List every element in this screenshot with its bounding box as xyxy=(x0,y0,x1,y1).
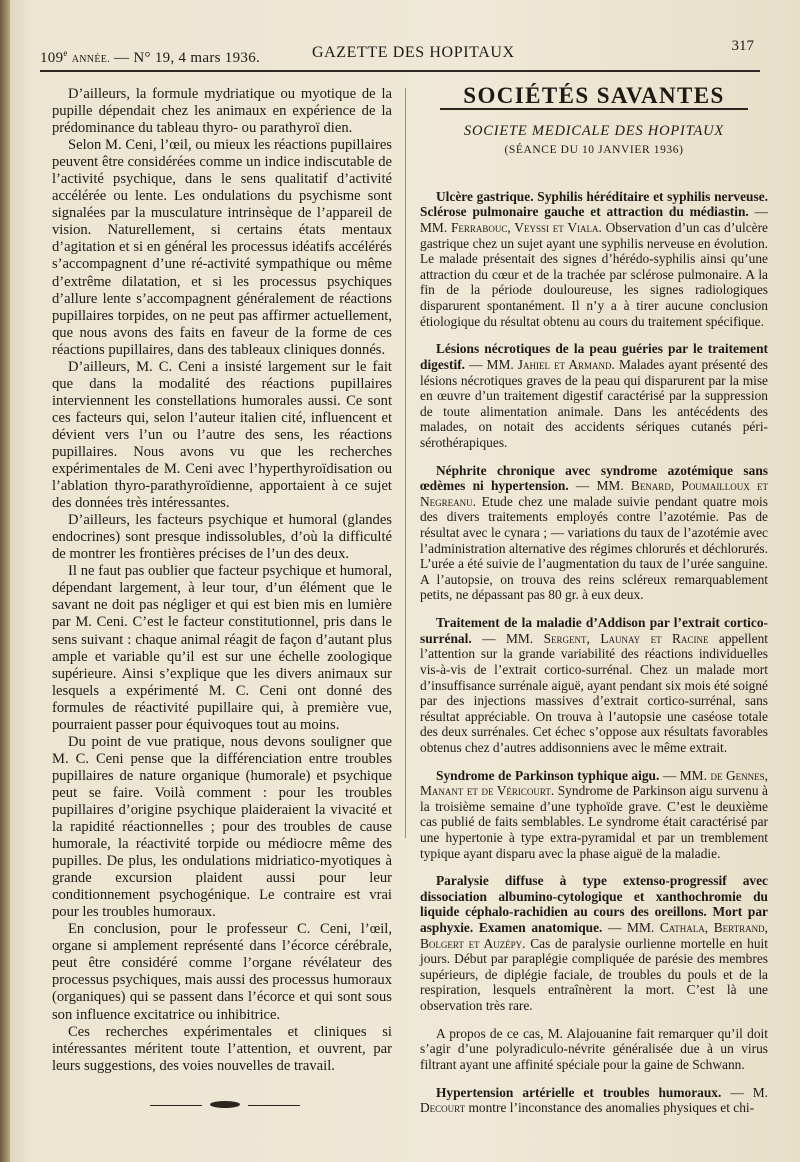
entry-authors: — MM. Cathala, Bertrand, Bolgert et Auzépy. xyxy=(420,920,768,951)
left-column xyxy=(52,86,392,1075)
entry-text: appellent l’attention sur la grande variabilité des réactions individuelles vis-à-vis de l’extrait cortico-surrénal. Chez un malade mort d’insuffisance surrénale aiguë, ayant pendant six mois été soigné par des injections massives d’extrait cortico-surrénal, sans résultat appréciable. On trouva à l’autopsie une caséose totale des deux surrénales. Cet échec s’oppose aux résultats favorables obtenus chez d’autres addisonniens avec le même extrait. xyxy=(420,630,768,755)
seance-date: (SÉANCE DU 10 JANVIER 1936) xyxy=(504,144,684,157)
report-entry xyxy=(420,189,768,329)
entry-authors: — MM. Ferrabouc, Veyssi et Viala. xyxy=(420,204,768,236)
report-entry xyxy=(420,615,768,755)
issue-annee: ANNÉE. xyxy=(71,54,110,65)
header-rule xyxy=(40,70,760,72)
entry-title: Ulcère gastrique. Syphilis héréditaire et syphilis nerveuse. Sclérose pulmonaire gauche et attraction du médiastin. xyxy=(420,188,768,220)
entry-title: Syndrome de Parkinson typhique aigu. xyxy=(436,767,660,783)
report-entry xyxy=(420,1085,768,1116)
ornament-line-right xyxy=(248,1105,300,1106)
end-ornament xyxy=(150,1100,300,1110)
report-entry xyxy=(420,341,768,450)
issue-line xyxy=(40,48,260,67)
entry-text: A propos de ce cas, M. Alajouanine fait remarquer qu’il doit s’agir d’une polyradiculo-névrite généralisée due à un virus filtrant ayant une affinité spéciale pour la gaine de Schwann. xyxy=(420,1025,768,1072)
issue-number-date: — N° 19, 4 mars 1936. xyxy=(114,50,261,66)
right-column xyxy=(420,83,769,1128)
entry-text: Malades ayant présenté des lésions nécrotiques graves de la peau qui disparurent par la mise en œuvre d’un traitement digestif caractérisé par la suppression de toute alimentation animale. Dans les antécédents des malades, on notait des accidents sériques cutanés péri-sérothérapiques. xyxy=(420,356,768,450)
report-entry xyxy=(420,1026,768,1073)
running-header xyxy=(40,40,762,66)
society-name: SOCIETE MEDICALE DES HOPITAUX xyxy=(463,122,725,139)
entry-title: Lésions nécrotiques de la peau guéries par le traitement digestif. xyxy=(420,341,768,372)
entry-text: Etude chez une malade suivie pendant quatre mois des divers traitements employés contre l’azotémie. Pas de résultat avec le cynara ; — variations du taux de l’azotémie avec l’administration alternative des régimes chlorurés et déchlorurés. L’urée a été suivie de l’augmentation du taux de l’urée sanguine. A l’autopsie, on trouva des reins scléreux remarquablement petits, ne dépassant pas 80 gr. à eux deux. xyxy=(420,493,768,603)
section-title: SOCIÉTÉS SAVANTES xyxy=(463,83,725,108)
paragraph: D’ailleurs, les facteurs psychique et humoral (glandes endocrines) sont presque indissolubles, d’où la difficulté de montrer les frontières précises de l’un des deux. xyxy=(52,512,392,563)
paragraph: D’ailleurs, M. C. Ceni a insisté largement sur le fait que dans la modalité des réactions pupillaires interviennent les constellations humorales aussi. Ce sont ces facteurs qui, selon l’auteur italien cité, influencent et dévient vers l’un ou l’autre des sens, les réactions pupillaires. Nous avons vu que les recherches expérimentales de M. Ceni avec l’hyperthyroïdisation ou l’ablation thyro-parathyroïdienne, apportaient à ce sujet des données très intéressantes. xyxy=(52,358,392,512)
entry-text: Syndrome de Parkinson aigu survenu à la troisième semaine d’une typhoïde grave. C’est le deuxième cas publié de faits semblables. Le syndrome était caractérisé par une hypertonie à type extra-pyramidal et par un tremblement typique ayant disparu avec la phase aiguë de la maladie. xyxy=(420,783,768,861)
paragraph: Selon M. Ceni, l’œil, ou mieux les réactions pupillaires peuvent être considérées comme un indice indiscutable de l’activité psychique, dans le sens qualitatif d’activité accélérée ou lente. Les ondulations du psychisme sont signalées par la musculature intrinsèque de l’appareil de vision. Naturellement, si certains états mentaux d’agitation et si en général les processus idéatifs accélérés s’accompagnent d’une ré-activité sympathique ou même d’extrême dilatation, et si les processus psychiques d’allure lente s’accompagnent généralement de réactions pupillaires torpides, on ne peut pas affirmer actuellement, que nous avons des faits en faveur de la forme de ces réactions pupillaires, dans des tableaux cliniques donnés. xyxy=(52,137,392,358)
entry-title: Néphrite chronique avec syndrome azotémique sans œdèmes ni hypertension. xyxy=(420,462,768,494)
entry-text: montre l’inconstance des anomalies physiques et chi- xyxy=(468,1100,755,1116)
entry-authors: — MM. de Gennes, Manant et de Véricourt. xyxy=(420,767,768,799)
entry-authors: — MM. Jahiel et Armand. xyxy=(469,356,615,372)
entry-text: Observation d’un cas d’ulcère gastrique chez un sujet ayant une syphilis nerveuse en évolution. Le malade présentait des signes d’hérédo-syphilis ainsi qu’une attraction du cœur et de la trachée par sclérose pulmonaire. A la fin de la période douloureuse, les signes radiologiques disparurent spontanément. Il n’y a à tirer aucune conclusion étiologique du résultat obtenu au cours du traitement spécifique. xyxy=(420,220,768,329)
ornament-center xyxy=(210,1101,240,1108)
paragraph: D’ailleurs, la formule mydriatique ou myotique de la pupille dépendait chez les animaux en expérience de la prédominance du tableau thyro- ou parathyroï dien. xyxy=(52,86,392,137)
page-number: 317 xyxy=(731,38,754,54)
ornament-line-left xyxy=(150,1105,202,1106)
entry-title: Paralysie diffuse à type extenso-progressif avec dissociation albumino-cytologique et xanthochromie du liquide céphalo-rachidien au cours des oreillons. Mort par asphyxie. Examen anatomique. xyxy=(420,873,768,936)
entry-text: Cas de paralysie ourlienne mortelle en huit jours. Début par paraplégie compliquée de parésie des membres supérieurs, de diplégie faciale, de troubles du pouls et de la respiration, lesquels entraînèrent la mort. C’est là une observation très rare. xyxy=(420,935,768,1014)
paragraph: En conclusion, pour le professeur C. Ceni, l’œil, organe si amplement représenté dans l’écorce cérébrale, peut être considéré comme l’organe révélateur des processus psychiques, mais aussi des processus humoraux (organiques) qui se passent dans l’écorce et qui sont sous son influence excitatrice ou inhibitrice. xyxy=(52,921,392,1023)
paragraph: Du point de vue pratique, nous devons souligner que M. C. Ceni pense que la différenciation entre troubles pupillaires de nature organique (humorale) et psychique peut se faire. Voilà comment : pour les troubles pupillaires d’origine psychique plaideraient la vivacité et la rapidité réactionnelles ; pour des troubles de cause humorale, la réactivité torpide ou médiocre même des pupilles. De plus, les ondulations midriatico-myotiques à grande excursion plaident aussi pour leur conditionnement psychogénique. Le contraire est vrai pour les troubles humoraux. xyxy=(52,733,392,921)
journal-title: GAZETTE DES HOPITAUX xyxy=(312,44,515,61)
report-entry xyxy=(420,873,768,1013)
paragraph: Il ne faut pas oublier que facteur psychique et humoral, dépendant largement, à leur tour, d’un élément que le savant ne doit pas négliger et qui est bien mis en lumière par M. Ceni. C’est le facteur constitutionnel, pris dans le sens suivant : chaque animal réagit de façon d’autant plus ample et variable qu’il est sur une échelle zoologique supérieure. Ainsi s’explique que les divers animaux sur lesquels a expérimenté M. C. Ceni ont donné des formules de réactivité pupillaire qui, à première vue, pourraient passer pour équivoques tout au moins. xyxy=(52,563,392,733)
entry-authors: — MM. Benard, Poumailloux et Negreanu. xyxy=(420,478,769,509)
issue-year: 109 xyxy=(40,50,64,66)
report-entry xyxy=(420,768,768,862)
entry-authors: — M. Decourt xyxy=(420,1084,768,1116)
report-entry xyxy=(420,463,768,603)
issue-sup: e xyxy=(63,48,68,58)
entry-title: Hypertension artérielle et troubles humoraux. xyxy=(436,1084,722,1100)
binding-edge xyxy=(0,0,10,1162)
paragraph: Ces recherches expérimentales et cliniques si intéressantes méritent toute l’attention, et ouvrent, par leurs suggestions, des voies nouvelles de travail. xyxy=(52,1023,392,1074)
column-divider xyxy=(405,88,406,838)
entry-authors: — MM. Sergent, Launay et Racine xyxy=(482,630,709,646)
entry-title: Traitement de la maladie d’Addison par l’extrait cortico-surrénal. xyxy=(420,615,768,646)
